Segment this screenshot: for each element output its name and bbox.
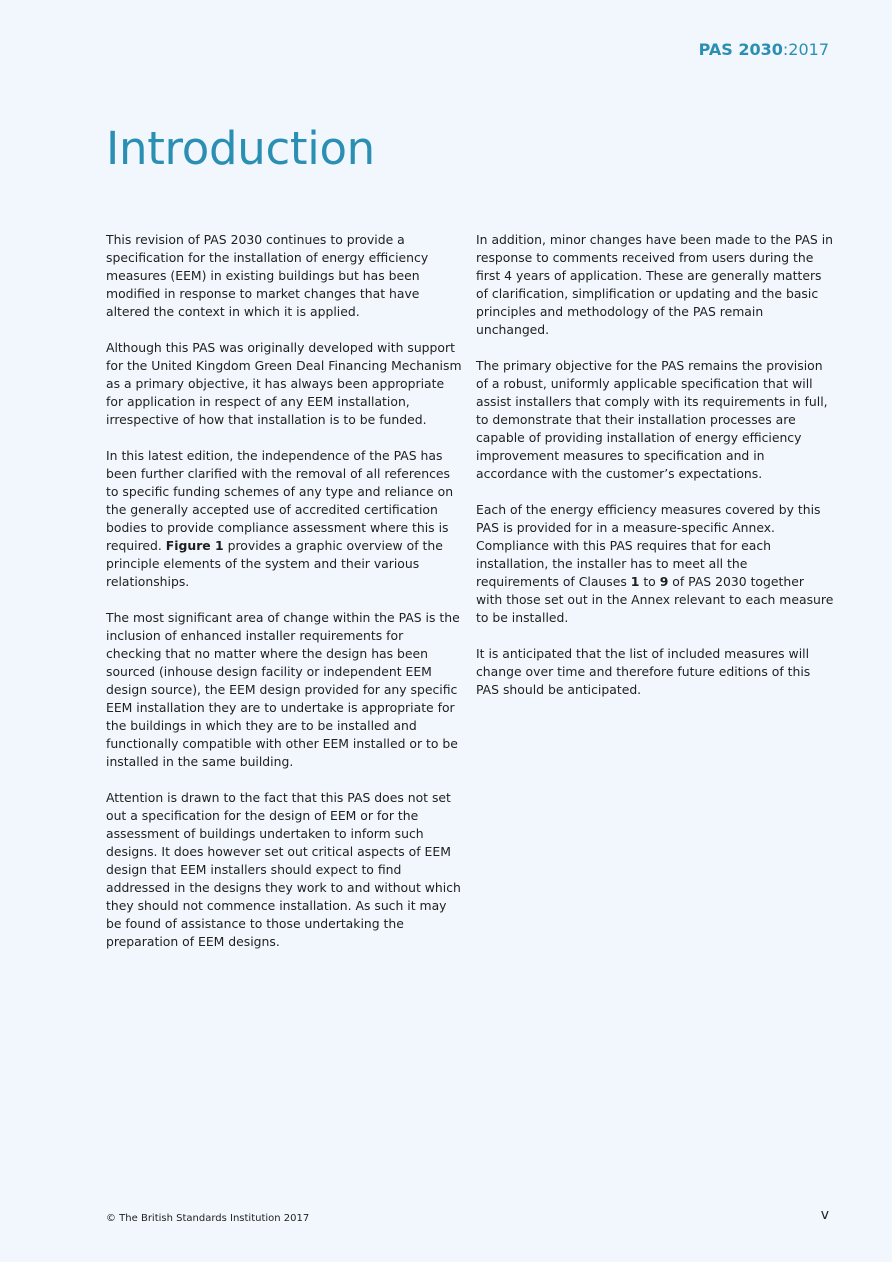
page-number: v xyxy=(820,1207,829,1223)
standard-year: :2017 xyxy=(782,40,829,59)
standard-number: PAS 2030 xyxy=(698,40,783,59)
paragraph-revision: This revision of PAS 2030 continues to provide a specification for the installation of energy efficiency measures (EEM) in existing buildings but has been modified in response to market changes that have altered the context in which it is applied. xyxy=(106,232,429,319)
clause-reference-end: 9 xyxy=(659,574,669,589)
paragraph-independence xyxy=(106,447,462,591)
paragraph-primary-objective: The primary objective for the PAS remains the provision of a robust, uniformly applicable specification that will assist installers that comply with its requirements in full, to demonstrate that their installation processes are capable of providing installation of energy efficiency improvement measures to specification and in accordance with the customer’s expectations. xyxy=(476,358,828,481)
right-column xyxy=(476,231,834,717)
clause-reference-start: 1 xyxy=(630,574,640,589)
paragraph-measures xyxy=(476,501,834,627)
standard-reference xyxy=(699,40,829,59)
paragraph-text: In this latest edition, the independence of the PAS has been further clarified with the removal of all references to specific funding schemes of any type and reliance on the generally accepted use of accredited certification bodies to provide compliance assessment where this is required. xyxy=(106,448,454,553)
figure-reference: Figure 1 xyxy=(165,538,224,553)
paragraph-significant-change: The most significant area of change within the PAS is the inclusion of enhanced installer requirements for checking that no matter where the design has been sourced (inhouse design facility or independent EEM design source), the EEM design provided for any specific EEM installation they are to undertake is appropriate for the buildings in which they are to be installed and functionally compatible with other EEM installed or to be installed in the same building. xyxy=(106,610,460,769)
paragraph-attention: Attention is drawn to the fact that this PAS does not set out a specification for the design of EEM or for the assessment of buildings undertaken to inform such designs. It does however set out critical aspects of EEM design that EEM installers should expect to find addressed in the designs they work to and without which they should not commence installation. As such it may be found of assistance to those undertaking the preparation of EEM designs. xyxy=(106,790,461,949)
paragraph-text: Each of the energy efficiency measures covered by this PAS is provided for in a measure-specific Annex. Compliance with this PAS requires that for each installation, the installer has to meet all the requirements of Clauses xyxy=(476,502,821,589)
paragraph-text: provides a graphic overview of the principle elements of the system and their various relationships. xyxy=(106,538,443,589)
paragraph-future-editions: It is anticipated that the list of included measures will change over time and therefore future editions of this PAS should be anticipated. xyxy=(476,646,811,697)
paragraph-text: to xyxy=(639,574,660,589)
left-column xyxy=(106,231,462,969)
paragraph-origin: Although this PAS was originally developed with support for the United Kingdom Green Deal Financing Mechanism as a primary objective, it has always been appropriate for application in respect of any EEM installation, irrespective of how that installation is to be funded. xyxy=(106,340,462,427)
page-title: Introduction xyxy=(106,122,375,175)
paragraph-minor-changes: In addition, minor changes have been made to the PAS in response to comments received from users during the first 4 years of application. These are generally matters of clarification, simplification or updating and the basic principles and methodology of the PAS remain unchanged. xyxy=(476,232,834,337)
paragraph-text: of PAS 2030 together with those set out in the Annex relevant to each measure to be installed. xyxy=(476,574,834,625)
copyright-notice: © The British Standards Institution 2017 xyxy=(106,1213,310,1224)
